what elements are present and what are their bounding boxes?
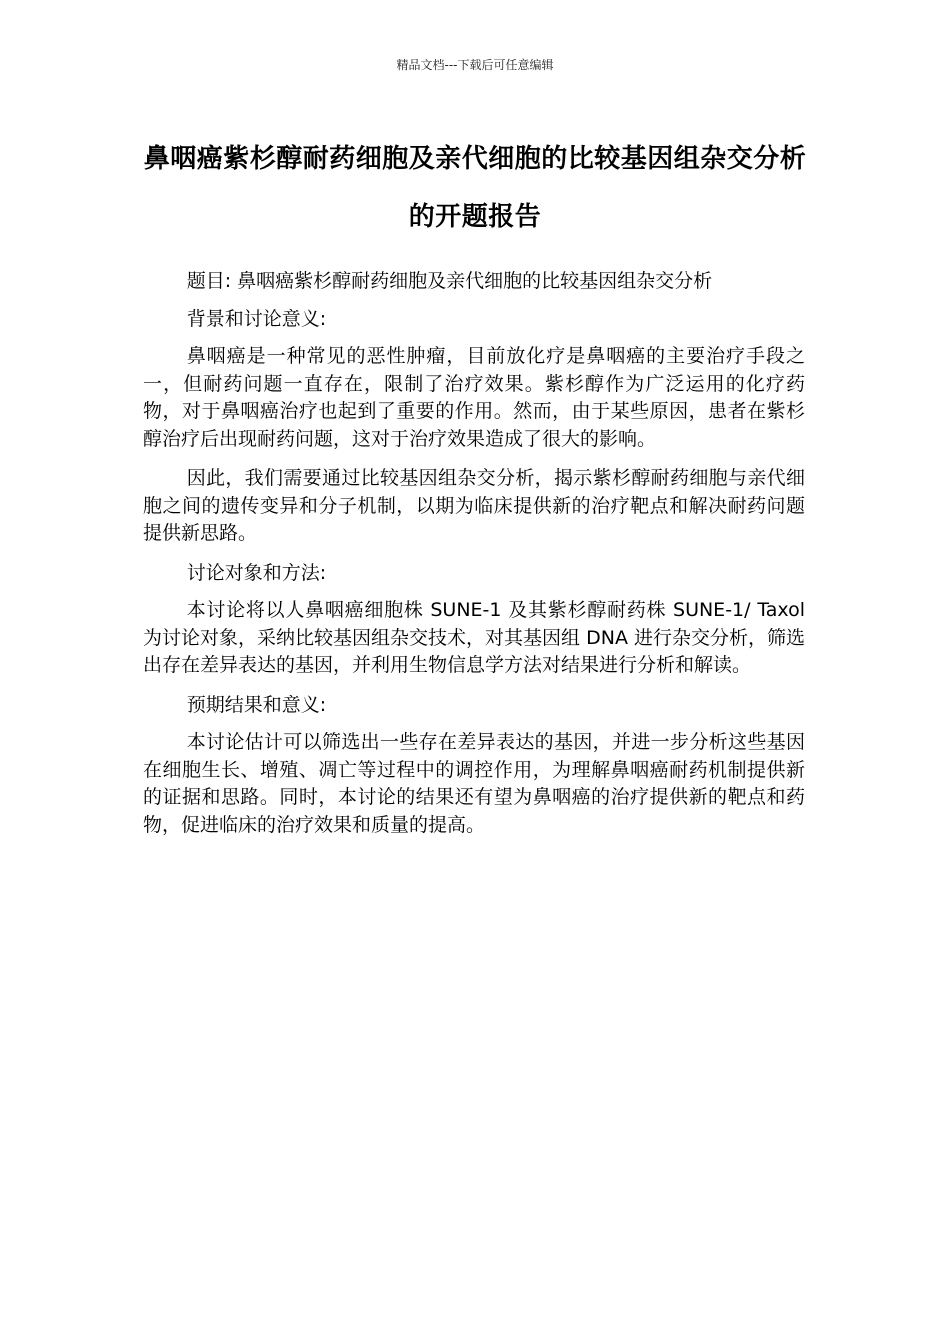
topic-line: 题目: 鼻咽癌紫杉醇耐药细胞及亲代细胞的比较基因组杂交分析 <box>186 270 713 292</box>
background-heading: 背景和讨论意义: <box>186 307 327 330</box>
results-paragraph: 本讨论估计可以筛选出一些存在差异表达的基因，并进一步分析这些基因在细胞生长、增殖、凋亡等过程中的调控作用，为理解鼻咽癌耐药机制提供新的证据和思路。同时，本讨论的结果还有望为鼻咽癌的治疗提供新的靶点和药物，促进临床的治疗效果和质量的提高。 <box>143 731 805 836</box>
results-heading: 预期结果和意义: <box>186 693 327 716</box>
document-body <box>143 268 805 851</box>
background-paragraph-1: 鼻咽癌是一种常见的恶性肿瘤，目前放化疗是鼻咽癌的主要治疗手段之一，但耐药问题一直存在，限制了治疗效果。紫杉醇作为广泛运用的化疗药物，对于鼻咽癌治疗也起到了重要的作用。然而，由于某些原因，患者在紫杉醇治疗后出现耐药问题，这对于治疗效果造成了很大的影响。 <box>143 345 805 450</box>
document-title: 鼻咽癌紫杉醇耐药细胞及亲代细胞的比较基因组杂交分析的开题报告 <box>143 144 807 232</box>
methods-heading: 讨论对象和方法: <box>186 561 327 584</box>
methods-paragraph: 本讨论将以人鼻咽癌细胞株 SUNE-1 及其紫杉醇耐药株 SUNE-1/ Taxol 为讨论对象，采纳比较基因组杂交技术，对其基因组 DNA 进行杂交分析，筛选出存在差异表达的基因，并利用生物信息学方法对结果进行分析和解读。 <box>143 599 805 676</box>
header-note: 精品文档---下载后可任意编辑 <box>396 58 554 72</box>
background-paragraph-2: 因此，我们需要通过比较基因组杂交分析，揭示紫杉醇耐药细胞与亲代细胞之间的遗传变异和分子机制，以期为临床提供新的治疗靶点和解决耐药问题提供新思路。 <box>143 467 805 544</box>
